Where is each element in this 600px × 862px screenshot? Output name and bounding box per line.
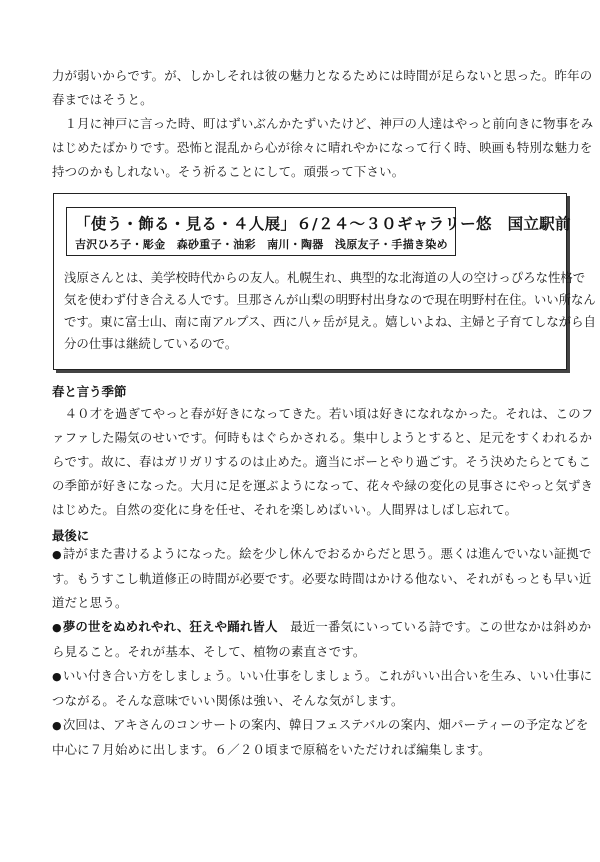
exhibition-line: 浅原さんとは、美学校時代からの友人。札幌生れ、典型的な北海道の人の空けっぴろな性格で [64,270,586,285]
spring-line: ァファした陽気のせいです。何時もはぐらかされる。集中しようとすると、足元をすくわれるか [52,430,593,445]
bullet-icon: ● [52,621,62,634]
spring-heading: 春と言う季節 [52,384,127,399]
spring-line: ４０才を過ぎてやっと春が好きになってきた。若い頃は好きになれなかった。それは、このフ [52,406,594,421]
bullet-icon: ● [52,719,62,732]
intro-line: １月に神戸に言った時、町はずいぶんかたずいたけど、神戸の人達はやっと前向きに物事をみ [52,116,594,131]
spring-line: はじめた。自然の変化に身を任せ、それを楽しめばいい。人間界はしばし忘れて。 [52,502,518,517]
intro-line: はじめたばかりです。恐怖と混乱から心が徐々に晴れやかになって行く時、映画も特別な魅力を [52,140,593,155]
spring-paragraph [52,402,594,522]
list-item: ●次回は、アキさんのコンサートの案内、韓日フェステバルの案内、畑パーティーの予定などを [52,717,589,732]
list-item: ●いい付き合い方をしましょう。いい仕事をしましょう。これがいい出合いを生み、いい仕事に [52,668,593,683]
exhibition-line: です。東に富士山、南に南アルプス、西に八ヶ岳が見え。嬉しいよね、主婦と子育てしながら自 [64,314,596,329]
list-item-cont: つながる。そんな意味でいい関係は強い、そんな気がします。 [52,693,404,708]
spring-line: の季節が好きになった。大月に足を運ぶようになって、花々や緑の変化の見事さにやっと気ずき [52,478,594,493]
list-item-cont: 中心に７月始めに出します。６／２０頃まで原稿をいただければ編集します。 [52,742,491,757]
intro-paragraph [52,64,594,184]
exhibition-artists: 吉沢ひろ子・彫金 森砂重子・油彩 南川・陶器 浅原友子・手描き染め [75,238,448,251]
exhibition-description [64,267,596,355]
poem-quote: 夢の世をぬめれやれ、狂えや踊れ皆人 [62,619,278,634]
exhibition-banner [66,207,571,256]
bullet-icon: ● [52,670,62,683]
intro-line: 持つのかもしれない。そう祈ることにして。頑張って下さい。 [52,164,405,179]
exhibition-title: 「使う・飾る・見る・４人展」６/２４～３０ギャラリー悠 国立駅前 [75,215,571,233]
intro-line: 力が弱いからです。が、しかしそれは彼の魅力となるためには時間が足らないと思った。昨年の [52,68,593,83]
list-item-cont: 道だと思う。 [52,595,128,610]
list-item: ●詩がまた書けるようになった。絵を少し休んでおるからだと思う。悪くは進んでいない証拠で [52,546,592,561]
exhibition-line: 気を使わず付き合える人です。旦那さんが山梨の明野村出身なので現在明野村在住。いい所なん [64,292,596,307]
list-item-cont: ら見ること。それが基本、そして、植物の素直さです。 [52,644,366,659]
closing-list [52,542,593,762]
list-item: ●夢の世をぬめれやれ、狂えや踊れ皆人 最近一番気にいっている詩です。この世なかは斜めか [52,619,592,634]
exhibition-line: 分の仕事は継続しているので。 [64,336,238,351]
closing-heading: 最後に [52,528,90,543]
intro-line: 春まではそうと。 [52,92,153,107]
list-item-cont: す。もうすこし軌道修正の時間が必要です。必要な時間はかける他ない、それがもっとも早い近 [52,571,592,586]
bullet-icon: ● [52,548,62,561]
exhibition-box [53,193,596,370]
spring-line: らです。故に、春はガリガリするのは止めた。適当にボーとやり過ごす。そう決めたらとてもこ [52,454,592,469]
